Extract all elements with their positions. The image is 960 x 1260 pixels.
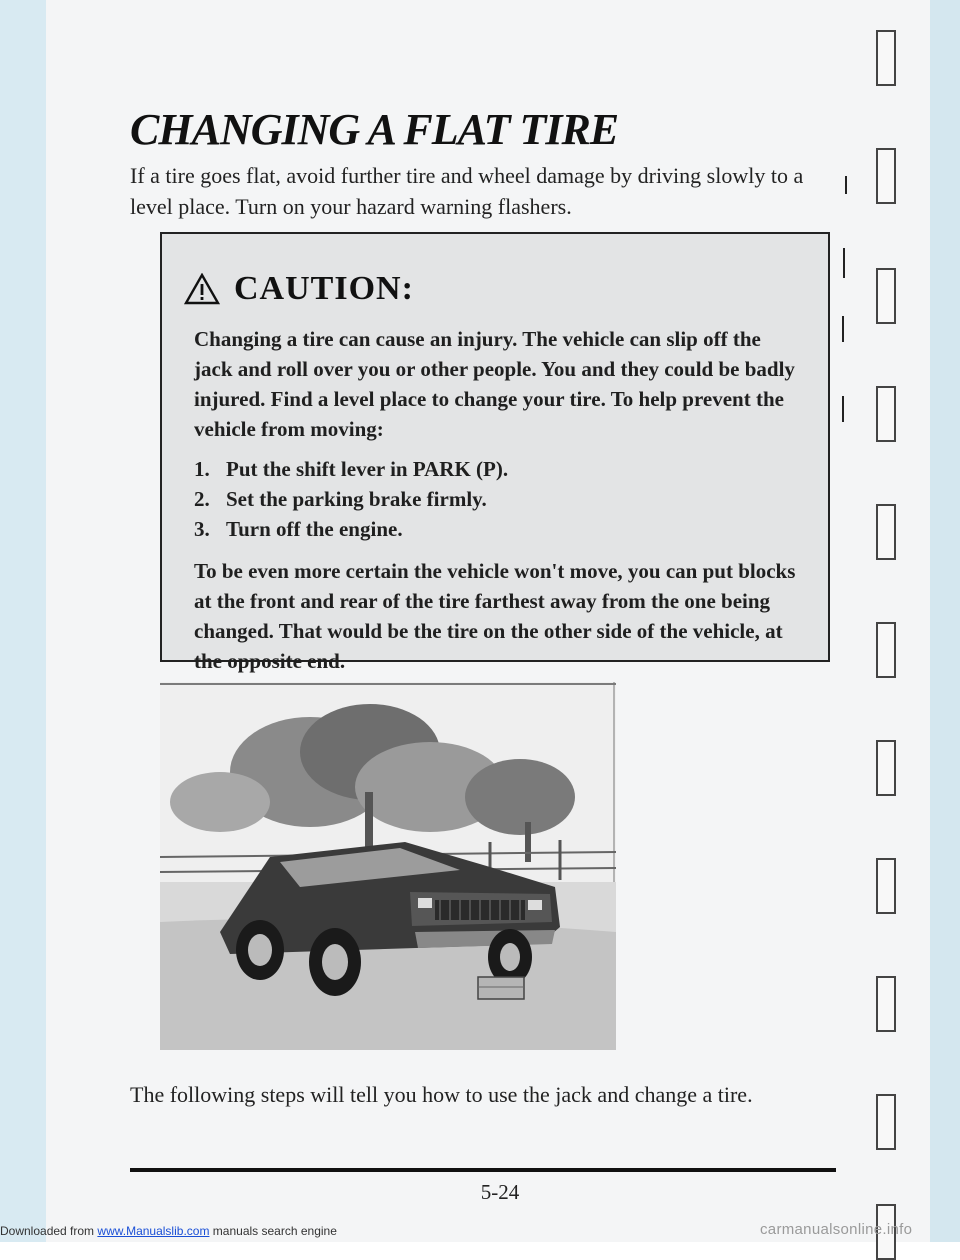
revision-bar [843,248,845,278]
download-note: Downloaded from www.Manualslib.com manuals search engine [0,1224,337,1238]
caution-heading: CAUTION: [234,270,414,307]
watermark: carmanualsonline.info [760,1221,913,1238]
section-tab [876,268,896,324]
caution-box [160,232,830,673]
section-tabs [876,0,930,1242]
caution-step: 1. Put the shift lever in PARK (P). [194,457,509,481]
revision-bar [842,396,844,422]
footer-paragraph: The following steps will tell you how to use the jack and change a tire. [130,1082,753,1107]
section-tab [876,30,896,86]
caution-text [194,324,804,676]
manualslib-link[interactable]: www.Manualslib.com [97,1224,210,1238]
section-tab [876,622,896,678]
section-tab [876,1094,896,1150]
caution-header [184,270,414,308]
caution-paragraph: Changing a tire can cause an injury. The vehicle can slip off the jack and roll over you or other people. You and they could be badly injured. Find a level place to change your tire. To help prevent the vehicle from moving: [194,327,795,441]
section-tab [876,148,896,204]
caution-step: 3. Turn off the engine. [194,517,403,541]
caution-paragraph: To be even more certain the vehicle won't move, you can put blocks at the front and rear of the tire farthest away from the one being changed. That would be the tire on the other side of the vehicle, at the opposite end. [194,559,796,673]
right-margin-strip [930,0,960,1242]
left-margin-strip [0,0,46,1242]
revision-bar [845,176,847,194]
car-illustration [160,682,616,1050]
page-title: CHANGING A FLAT TIRE [130,105,619,154]
caution-step: 2. Set the parking brake firmly. [194,487,487,511]
section-tab [876,858,896,914]
footer-rule [130,1168,836,1172]
intro-paragraph: If a tire goes flat, avoid further tire and wheel damage by driving slowly to a level place. Turn on your hazard warning flashers. [130,163,804,219]
section-tab [876,976,896,1032]
section-tab [876,740,896,796]
page-number: 5-24 [480,1180,520,1204]
section-tab [876,504,896,560]
caution-steps [194,454,804,544]
section-tab [876,386,896,442]
warning-triangle-icon [184,273,220,305]
revision-bar [842,316,844,342]
